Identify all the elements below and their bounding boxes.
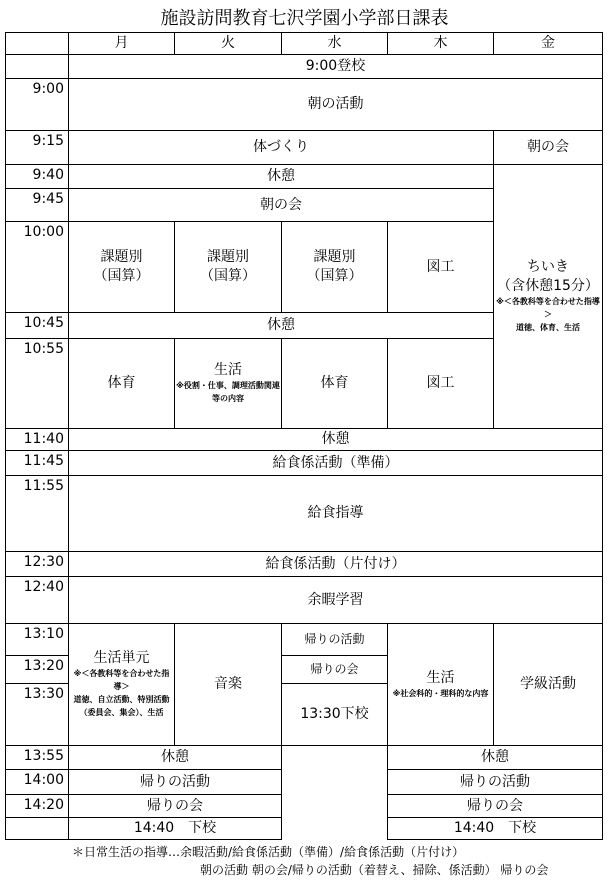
page-title: 施設訪問教育七沢学園小学部日課表 [160,8,449,29]
lunch-prep: 給食係活動（準備） [68,450,603,476]
time-0940: 9:40 [5,164,69,189]
time-1420: 14:20 [5,794,69,818]
lunch: 給食指導 [68,475,603,552]
music-tue: 音楽 [174,623,282,746]
unit-mon [68,623,175,746]
header-corner [5,32,69,55]
kadai-label: 課題別 [207,249,249,266]
time-1055: 10:55 [5,338,69,429]
zuko-thu-1: 図工 [387,221,494,313]
unit-label: 生活単元 [93,650,150,667]
time-1155: 11:55 [5,475,69,552]
time-0900: 9:00 [5,78,69,131]
return-meeting-left: 帰りの会 [68,794,282,818]
chiiki [493,164,603,429]
time-1045: 10:45 [5,312,69,339]
return-meeting-right: 帰りの会 [387,794,603,818]
seikatsu-note: ※役割・仕事、調理活動関連等の内容 [176,381,280,403]
rest-1355-right: 休憩 [387,745,603,770]
morning-activity: 朝の活動 [68,78,603,131]
rest-1140: 休憩 [68,428,603,451]
morning-meeting: 朝の会 [68,188,494,222]
return-activity-wed: 帰りの活動 [281,623,388,656]
taiiku-wed: 体育 [281,338,388,429]
morning-meeting-fri: 朝の会 [493,130,603,165]
time-1400: 14:00 [5,769,69,795]
footnote-2: 朝の活動 朝の会/帰りの活動（着替え、掃除、係活動） 帰りの会 [200,863,549,877]
kadai-label: 課題別 [100,249,143,266]
time-0915: 9:15 [5,130,69,165]
arrival: 9:00登校 [68,54,603,79]
return-activity-right: 帰りの活動 [387,769,603,795]
kadai-tue [174,221,282,313]
seikatsu-thu-note: ※社会科的・理科的な内容 [392,688,489,698]
time-1145: 11:45 [5,450,69,476]
chiiki-note: ※＜各教科等を合わせた指導＞ [496,297,600,319]
body-building: 体づくり [68,130,494,165]
header-fri: 金 [493,32,603,55]
return-activity-left: 帰りの活動 [68,769,282,795]
time-1000: 10:00 [5,221,69,313]
leave-1440-left: 14:40 下校 [68,817,282,840]
header-tue: 火 [174,32,282,55]
time-blank-end [5,817,69,840]
time-1355: 13:55 [5,745,69,770]
header-mon: 月 [68,32,175,55]
leave-1330: 13:30下校 [281,683,388,746]
lunch-clean: 給食係活動（片付け） [68,551,603,577]
rest-1045: 休憩 [68,312,494,339]
time-blank [5,54,69,79]
kokusan-label: （国算） [93,268,150,284]
header-thu: 木 [387,32,494,55]
kadai-wed [281,221,388,313]
class-activity-fri: 学級活動 [493,623,603,746]
footnote-1: ＊日常生活の指導…余暇活動/給食係活動（準備）/給食係活動（片付け） [72,845,465,859]
taiiku-mon: 体育 [68,338,175,429]
return-meeting-wed: 帰りの会 [281,655,388,684]
time-1240: 12:40 [5,576,69,624]
leave-1440-right: 14:40 下校 [387,817,603,840]
kokusan-label: （国算） [200,268,256,284]
seikatsu-label: 生活 [426,669,455,686]
time-1140: 11:40 [5,428,69,451]
zuko-thu-2: 図工 [387,338,494,429]
unit-note: ※＜各教科等を合わせた指導＞ [73,669,170,692]
seikatsu-tue [174,338,282,429]
rest-1355-left: 休憩 [68,745,282,770]
time-1310: 13:10 [5,623,69,656]
unit-note2: 道徳、自立活動、特別活動（委員会、集会）、生活 [73,694,170,717]
time-1320: 13:20 [5,655,69,684]
kokusan-label: （国算） [306,268,363,284]
time-0945: 9:45 [5,188,69,222]
kadai-label: 課題別 [313,249,356,266]
leisure: 余暇学習 [68,576,603,624]
chiiki-label: ちいき [527,259,569,276]
chiiki-note2: 道徳、体育、生活 [516,322,580,332]
header-wed: 水 [281,32,388,55]
time-1330: 13:30 [5,683,69,746]
seikatsu-thu [387,623,494,746]
seikatsu-label: 生活 [214,362,242,379]
chiiki-sub: （含休憩15分） [497,278,599,295]
rest-0940: 休憩 [68,164,494,189]
time-1230: 12:30 [5,551,69,577]
kadai-mon [68,221,175,313]
